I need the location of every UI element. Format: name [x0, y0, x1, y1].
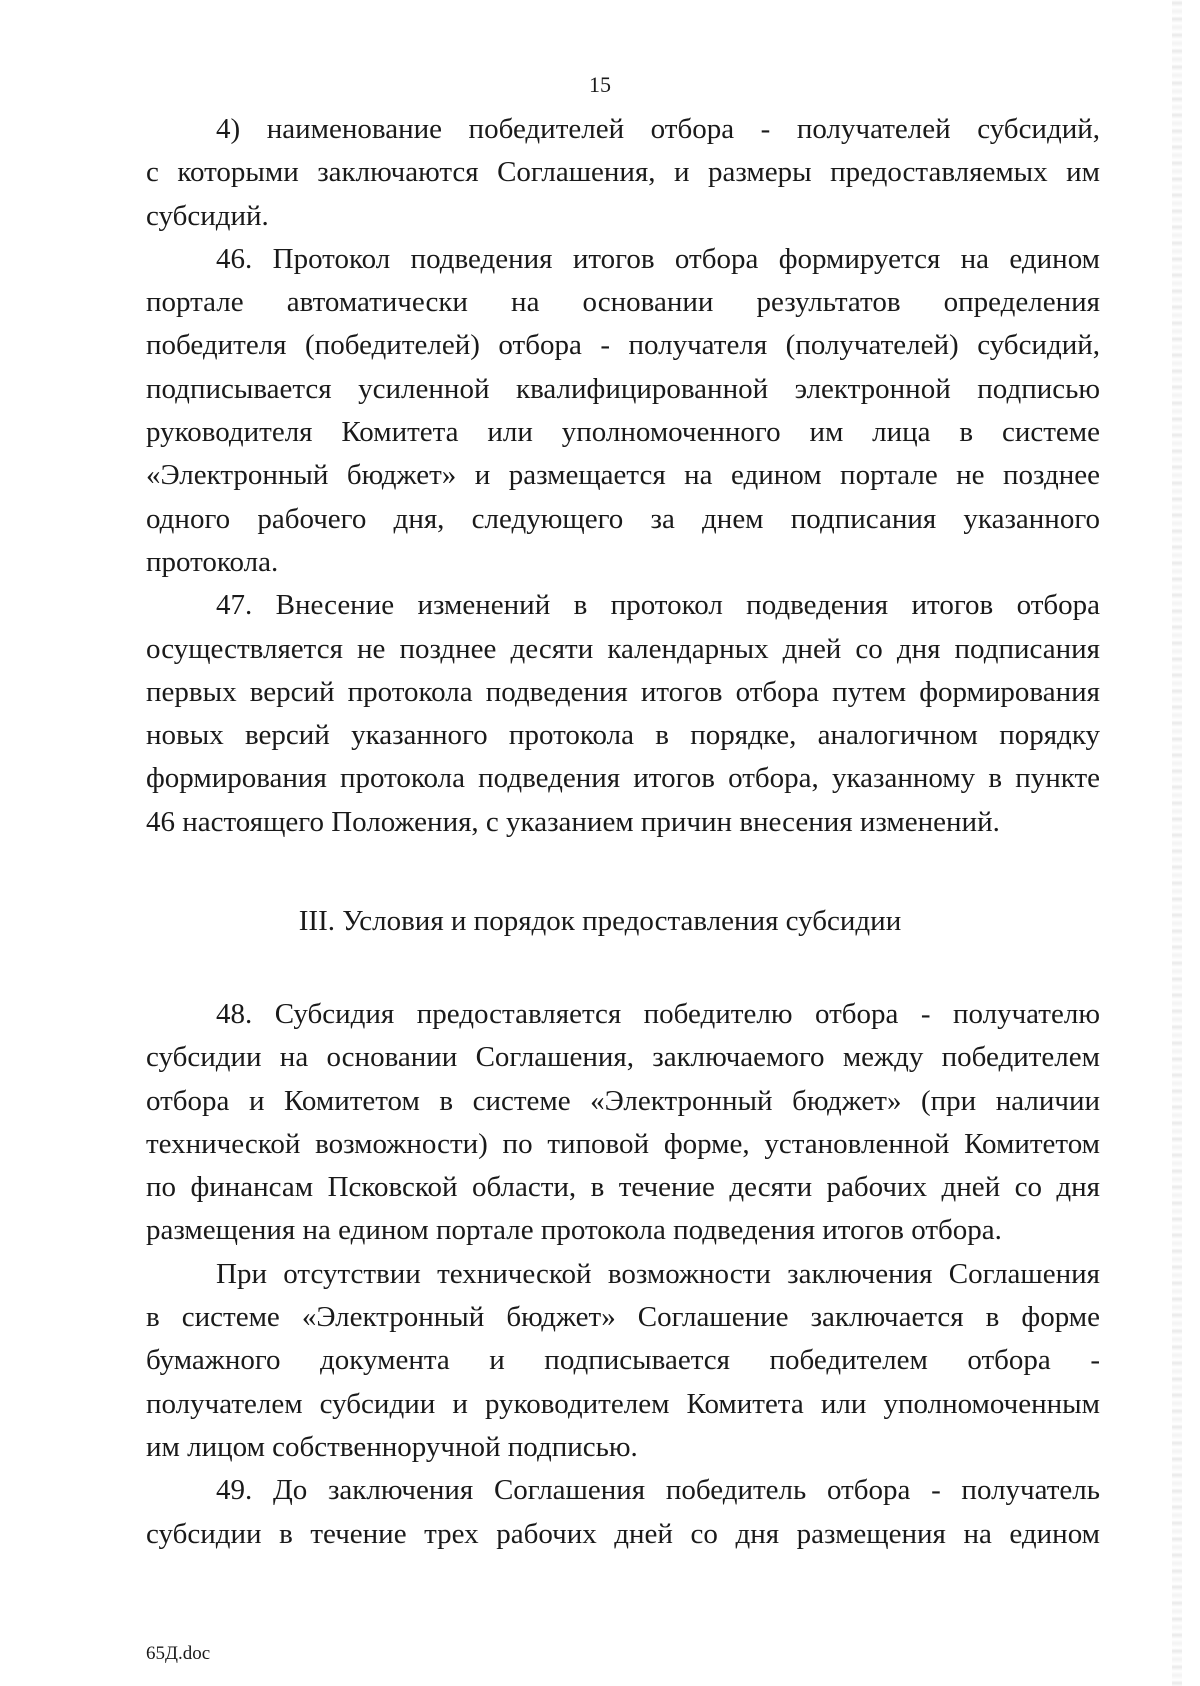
text-line: 46. Протокол подведения итогов отбора формируется на едином	[216, 242, 1100, 275]
text-line: им лицом собственноручной подписью.	[146, 1430, 638, 1463]
text-line: подписывается усиленной квалифицированной электронной подписью	[146, 372, 1100, 405]
text-line: субсидий.	[146, 199, 269, 232]
text-line: 47. Внесение изменений в протокол подведения итогов отбора	[216, 589, 1100, 622]
text-line: руководителя Комитета или уполномоченного им лица в системе	[146, 416, 1100, 449]
text-line: 4) наименование победителей отбора - получателей субсидий,	[216, 113, 1100, 145]
text-line: протокола.	[146, 545, 279, 578]
text-line: осуществляется не позднее десяти календарных дней со дня подписания	[146, 632, 1100, 665]
text-line: одного рабочего дня, следующего за днем подписания указанного	[146, 502, 1100, 535]
text-line: в системе «Электронный бюджет» Соглашение заключается в форме	[146, 1301, 1100, 1334]
text-line: 48. Субсидия предоставляется победителю отбора - получателю	[216, 998, 1100, 1030]
text-block-items-48-to-49	[146, 993, 1100, 1556]
text-line: победителя (победителей) отбора - получателя (получателей) субсидий,	[146, 329, 1100, 362]
footer-filename: 65Д.doc	[146, 1643, 211, 1664]
text-line: новых версий указанного протокола в порядке, аналогичном порядку	[146, 719, 1100, 752]
text-line: субсидии на основании Соглашения, заключаемого между победителем	[146, 1041, 1100, 1074]
text-line: 46 настоящего Положения, с указанием причин внесения изменений.	[146, 805, 1000, 838]
text-line: технической возможности) по типовой форме, установленной Комитетом	[146, 1127, 1100, 1160]
text-line: портале автоматически на основании результатов определения	[146, 286, 1100, 319]
section-heading: III. Условия и порядок предоставления субсидии	[298, 905, 902, 937]
text-block-items-4-to-47	[146, 108, 1100, 844]
text-line: отбора и Комитетом в системе «Электронный бюджет» (при наличии	[146, 1084, 1100, 1117]
text-line: 49. До заключения Соглашения победитель отбора - получатель	[216, 1474, 1100, 1507]
text-line: субсидии в течение трех рабочих дней со дня размещения на едином	[146, 1517, 1100, 1550]
page-number: 15	[589, 72, 611, 97]
text-line: первых версий протокола подведения итогов отбора путем формирования	[146, 675, 1100, 708]
text-line: бумажного документа и подписывается победителем отбора -	[146, 1344, 1100, 1377]
text-line: «Электронный бюджет» и размещается на едином портале не позднее	[146, 459, 1100, 492]
text-line: размещения на едином портале протокола подведения итогов отбора.	[146, 1214, 1002, 1247]
text-line: При отсутствии технической возможности заключения Соглашения	[216, 1257, 1100, 1290]
scan-edge-artifact	[1172, 0, 1182, 1686]
text-line: с которыми заключаются Соглашения, и размеры предоставляемых им	[146, 156, 1100, 189]
text-line: по финансам Псковской области, в течение десяти рабочих дней со дня	[146, 1171, 1100, 1204]
text-line: получателем субсидии и руководителем Комитета или уполномоченным	[146, 1387, 1100, 1420]
text-line: формирования протокола подведения итогов отбора, указанному в пункте	[146, 762, 1100, 795]
